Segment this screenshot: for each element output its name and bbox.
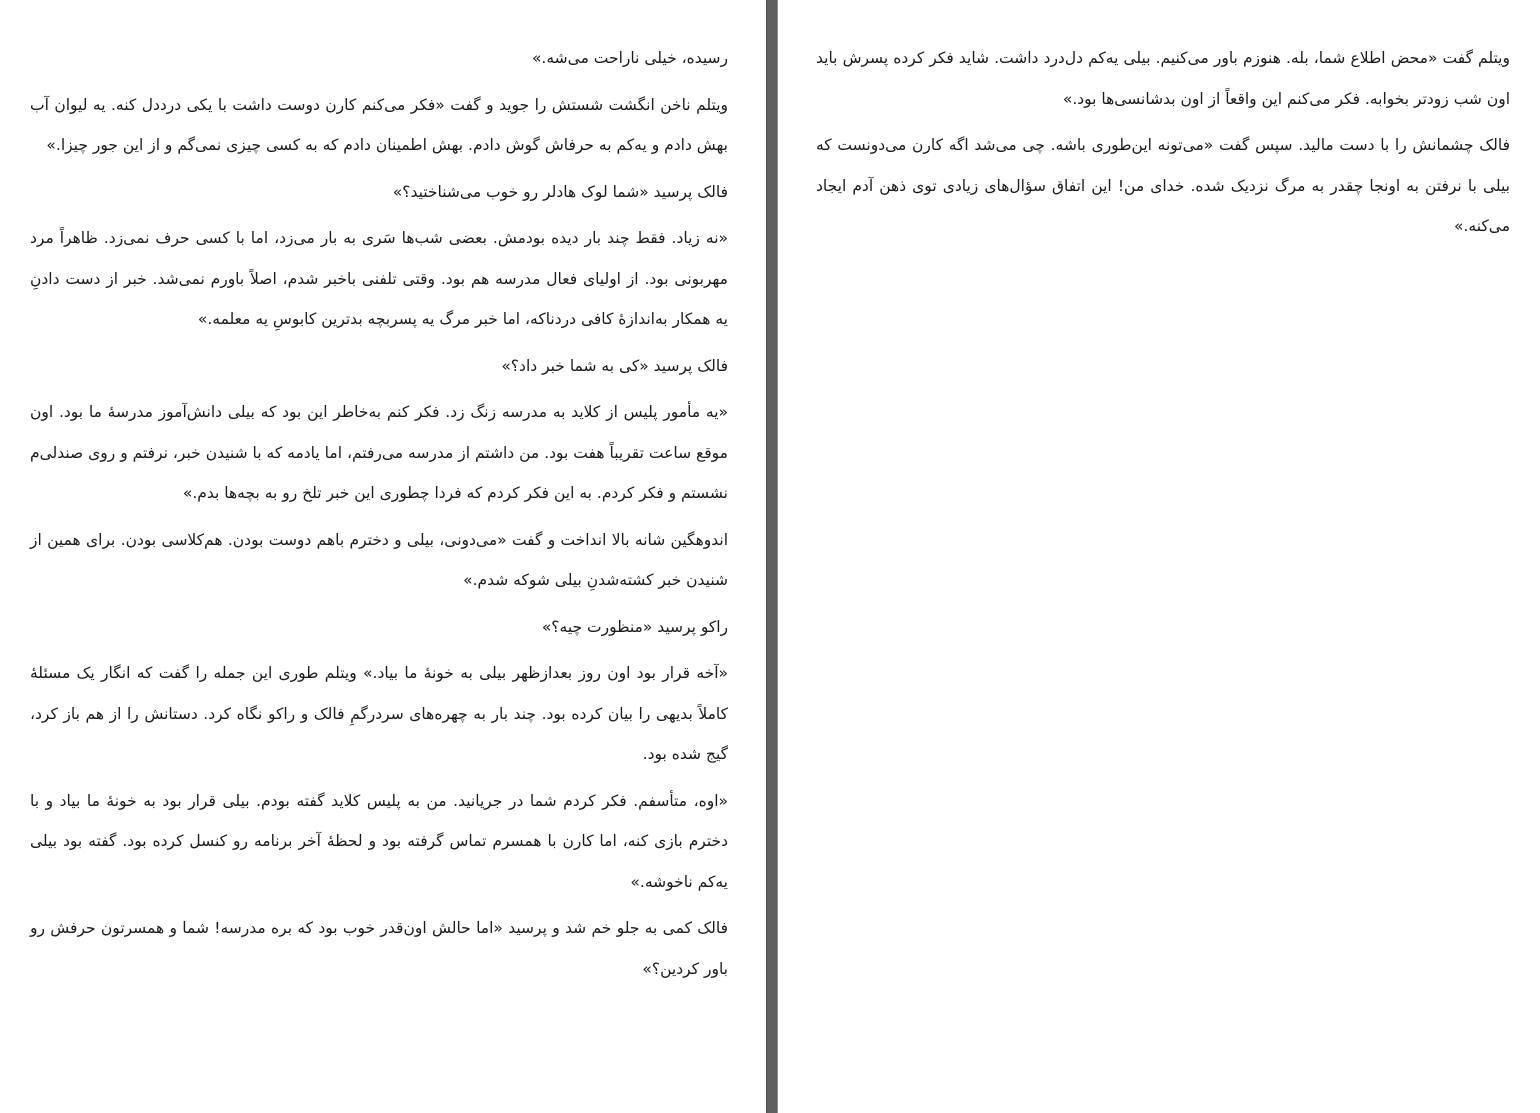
paragraph: فالک پرسید «کی به شما خبر داد؟» — [501, 356, 728, 375]
paragraph: رسیده، خیلی ناراحت می‌شه.» — [531, 49, 728, 67]
paragraph: ویتلم ناخن انگشت شستش را جوید و گفت «فکر می‌کنم کارن دوست داشت با یکی درددل کنه. یه لیوان آب بهش دادم و یه‌کم به حرفاش گوش دادم. بهش اطمینان دادم که به کسی چیزی نمی‌گم و از این جور چیزا.» — [30, 95, 728, 154]
paragraph: فالک چشمانش را با دست مالید. سپس گفت «می‌تونه این‌طوری باشه. چی می‌شد اگه کارن می‌دونست که بیلی با نرفتن به اونجا چقدر به مرگ نزدیک شده. خدای من! این اتفاق سؤال‌های زیادی توی ذهن آدم ایجاد می‌کنه.» — [816, 136, 1510, 235]
paragraph: راکو پرسید «منظورت چیه؟» — [541, 617, 728, 636]
paragraph: «اوه، متأسفم. فکر کردم شما در جریانید. من به پلیس کلاید گفته بودم. بیلی قرار بود به خونهٔ ما بیاد و با دخترم بازی کنه، اما کارن با همسرم تماس گرفته بود و لحظهٔ آخر برنامه رو کنسل کرده بود. گفته بود بیلی یه‌کم ناخوشه.» — [30, 791, 728, 891]
paragraph: «آخه قرار بود اون روز بعدازظهر بیلی به خونهٔ ما بیاد.» ویتلم طوری این جمله را گفت که انگار یک مسئلهٔ کاملاً بدیهی را بیان کرده بود. چند بار به چهره‌های سردرگمِ فالک و راکو نگاه کرد. دستانش را از هم باز کرد، گیج شده بود. — [30, 664, 728, 763]
page-gutter — [766, 0, 778, 1113]
left-page-text — [30, 38, 728, 995]
paragraph: فالک پرسید «شما لوک هادلر رو خوب می‌شناختید؟» — [392, 182, 728, 201]
paragraph: اندوهگین شانه بالا انداخت و گفت «می‌دونی، بیلی و دخترم باهم دوست بودن. هم‌کلاسی بودن. برای همین از شنیدن خبر کشته‌شدنِ بیلی شوکه شدم.» — [30, 530, 728, 589]
paragraph: ویتلم گفت «محض اطلاع شما، بله. هنوزم باور می‌کنیم. بیلی یه‌کم دل‌درد داشت. شاید فکر کرده پسرش باید اون شب زودتر بخوابه. فکر می‌کنم این واقعاً از اون بدشانسی‌ها بود.» — [816, 49, 1510, 108]
paragraph: «نه زیاد. فقط چند بار دیده بودمش. بعضی شب‌ها سَری به بار می‌زد، اما با کسی حرف نمی‌زد. ظاهراً مرد مهربونی بود. از اولیای فعال مدرسه هم بود. وقتی تلفنی باخبر شدم، اصلاً باورم نمی‌شد. خبر از دست دادنِ یه همکار به‌اندازهٔ کافی دردناکه، اما خبر مرگ یه پسربچه بدترین کابوسِ یه معلمه.» — [30, 229, 728, 328]
right-page-text — [816, 38, 1510, 253]
paragraph: «یه مأمور پلیس از کلاید به مدرسه زنگ زد. فکر کنم به‌خاطر این بود که بیلی دانش‌آموز مدرسهٔ ما بود. اون موقع ساعت تقریباً هفت بود. من داشتم از مدرسه می‌رفتم، اما یادمه که با شنیدن خبر، نرفتم و روی صندلی‌م نشستم و فکر کردم. به این فکر کردم که فردا چطوری این خبر تلخ رو به بچه‌ها بدم.» — [30, 403, 728, 502]
paragraph: فالک کمی به جلو خم شد و پرسید «اما حالش اون‌قدر خوب بود که بره مدرسه! شما و همسرتون حرفش رو باور کردین؟» — [30, 919, 728, 978]
left-page — [0, 0, 766, 1113]
right-page — [778, 0, 1540, 1113]
